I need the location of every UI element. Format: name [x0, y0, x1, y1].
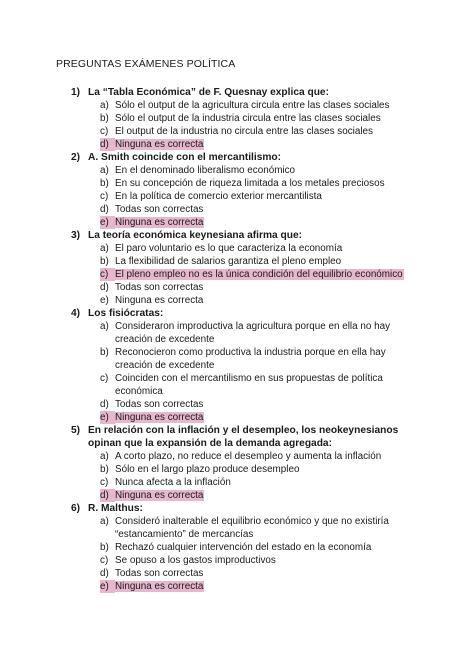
answer-option-highlighted: [0, 138, 474, 151]
option-text: Ninguna es correcta: [115, 295, 204, 306]
question-text: En relación con la inflación y el desempleo, los neokeynesianos opinan que la expansión de la demanda agregada:: [88, 425, 399, 449]
option-text-wrap: [115, 190, 420, 203]
question-number: 4): [71, 308, 81, 319]
option-text-wrap: [115, 372, 420, 398]
option-text-wrap: [115, 294, 420, 307]
option-text: Ninguna es correcta: [115, 217, 204, 228]
answer-option: [0, 567, 474, 580]
option-text: Consideró inalterable el equilibrio económico y que no existiría “estancamiento” de mercancías: [115, 516, 389, 540]
option-text: El pleno empleo no es la única condición del equilibrio económico: [115, 269, 403, 280]
question-heading: [0, 151, 474, 164]
answer-option-highlighted: [0, 268, 474, 281]
option-letter: c): [100, 373, 109, 384]
option-text-wrap: [115, 268, 420, 281]
option-list: [0, 99, 474, 151]
question-item: [0, 229, 474, 307]
answer-option: [0, 177, 474, 190]
option-letter: d): [100, 138, 115, 151]
answer-option-highlighted: [0, 411, 474, 424]
answer-option: [0, 203, 474, 216]
answer-option: [0, 476, 474, 489]
option-letter: b): [100, 256, 109, 267]
option-letter: c): [100, 126, 109, 137]
answer-option: [0, 450, 474, 463]
question-list: [0, 86, 474, 593]
option-text: Todas son correctas: [115, 282, 204, 293]
answer-option: [0, 463, 474, 476]
question-number: 3): [71, 230, 81, 241]
answer-option-highlighted: [0, 580, 474, 593]
option-text: Ninguna es correcta: [115, 490, 204, 501]
question-heading: [0, 86, 474, 99]
answer-option: [0, 294, 474, 307]
option-letter: e): [100, 295, 109, 306]
option-text-wrap: [115, 476, 420, 489]
question-number: 6): [71, 503, 81, 514]
question-item: [0, 307, 474, 424]
option-text-wrap: [115, 112, 420, 125]
option-letter: b): [100, 347, 109, 358]
option-text-wrap: [115, 203, 420, 216]
question-item: [0, 502, 474, 593]
option-letter: b): [100, 542, 109, 553]
option-letter: d): [100, 204, 109, 215]
option-letter: c): [100, 555, 109, 566]
option-text-wrap: [115, 554, 420, 567]
option-letter: b): [100, 113, 109, 124]
option-text: Todas son correctas: [115, 204, 204, 215]
answer-option: [0, 281, 474, 294]
option-text-wrap: [115, 541, 420, 554]
option-text-wrap: [115, 216, 420, 229]
option-text-wrap: [115, 411, 420, 424]
question-number: 2): [71, 152, 81, 163]
option-letter: d): [100, 489, 115, 502]
answer-option: [0, 242, 474, 255]
option-list: [0, 320, 474, 424]
option-letter: e): [100, 411, 115, 424]
answer-option-highlighted: [0, 216, 474, 229]
option-text: Sólo el output de la industria circula entre las clases sociales: [115, 113, 381, 124]
answer-option: [0, 320, 474, 346]
option-letter: a): [100, 100, 109, 111]
option-text: El output de la industria no circula entre las clases sociales: [115, 126, 373, 137]
option-text: En el denominado liberalismo económico: [115, 165, 296, 176]
question-heading: [0, 307, 474, 320]
option-letter: c): [100, 191, 109, 202]
page-title: PREGUNTAS EXÁMENES POLÍTICA: [56, 58, 236, 70]
answer-option-highlighted: [0, 489, 474, 502]
option-text-wrap: [115, 320, 420, 346]
question-item: [0, 86, 474, 151]
option-letter: c): [100, 268, 115, 281]
option-letter: a): [100, 516, 109, 527]
option-text-wrap: [115, 489, 420, 502]
option-text: Reconocieron como productiva la industria porque en ella hay creación de excedente: [115, 347, 386, 371]
answer-option: [0, 190, 474, 203]
option-text: Nunca afecta a la inflación: [115, 477, 231, 488]
option-text: Coinciden con el mercantilismo en sus propuestas de política económica: [115, 373, 383, 397]
answer-option: [0, 372, 474, 398]
option-text-wrap: [115, 255, 420, 268]
answer-option: [0, 554, 474, 567]
answer-option: [0, 346, 474, 372]
option-letter: a): [100, 451, 109, 462]
option-text-wrap: [115, 580, 420, 593]
option-text: Todas son correctas: [115, 399, 204, 410]
option-letter: a): [100, 243, 109, 254]
option-text-wrap: [115, 515, 420, 541]
option-text: Ninguna es correcta: [115, 581, 204, 592]
option-letter: a): [100, 165, 109, 176]
question-text: La “Tabla Económica” de F. Quesnay explica que:: [88, 87, 329, 98]
option-text: A corto plazo, no reduce el desempleo y aumenta la inflación: [115, 451, 382, 462]
option-letter: b): [100, 464, 109, 475]
question-heading: [0, 424, 474, 450]
option-letter: d): [100, 568, 109, 579]
option-letter: b): [100, 178, 109, 189]
option-text-wrap: [115, 177, 420, 190]
option-text: En la política de comercio exterior mercantilista: [115, 191, 322, 202]
question-heading: [0, 229, 474, 242]
answer-option: [0, 398, 474, 411]
answer-option: [0, 164, 474, 177]
option-letter: d): [100, 399, 109, 410]
option-text-wrap: [115, 567, 420, 580]
option-list: [0, 242, 474, 307]
option-text-wrap: [115, 463, 420, 476]
option-text: Ninguna es correcta: [115, 139, 204, 150]
question-item: [0, 151, 474, 229]
option-text: El paro voluntario es lo que caracteriza la economía: [115, 243, 343, 254]
answer-option: [0, 541, 474, 554]
option-text: Todas son correctas: [115, 568, 204, 579]
option-text-wrap: [115, 164, 420, 177]
option-text-wrap: [115, 281, 420, 294]
answer-option: [0, 255, 474, 268]
option-text: Ninguna es correcta: [115, 412, 204, 423]
option-list: [0, 515, 474, 593]
question-number: 5): [71, 425, 81, 436]
option-text: Rechazó cualquier intervención del estado en la economía: [115, 542, 372, 553]
question-text: Los fisiócratas:: [88, 308, 164, 319]
option-text-wrap: [115, 346, 420, 372]
question-number: 1): [71, 87, 81, 98]
option-text-wrap: [115, 99, 420, 112]
option-text: La flexibilidad de salarios garantiza el pleno empleo: [115, 256, 342, 267]
option-text-wrap: [115, 450, 420, 463]
question-heading: [0, 502, 474, 515]
option-text: Sólo el output de la agricultura circula entre las clases sociales: [115, 100, 390, 111]
answer-option: [0, 125, 474, 138]
option-text-wrap: [115, 242, 420, 255]
question-text: A. Smith coincide con el mercantilismo:: [88, 152, 282, 163]
option-text-wrap: [115, 138, 420, 151]
option-text: Se opuso a los gastos improductivos: [115, 555, 276, 566]
option-letter: d): [100, 282, 109, 293]
answer-option: [0, 112, 474, 125]
option-text: Consideraron improductiva la agricultura porque en ella no hay creación de excedente: [115, 321, 391, 345]
answer-option: [0, 99, 474, 112]
option-letter: e): [100, 216, 115, 229]
answer-option: [0, 515, 474, 541]
option-letter: a): [100, 321, 109, 332]
option-text: En su concepción de riqueza limitada a los metales preciosos: [115, 178, 385, 189]
question-text: La teoría económica keynesiana afirma que:: [88, 230, 303, 241]
option-list: [0, 450, 474, 502]
option-letter: c): [100, 477, 109, 488]
option-letter: e): [100, 580, 115, 593]
option-text-wrap: [115, 398, 420, 411]
question-item: [0, 424, 474, 502]
option-text-wrap: [115, 125, 420, 138]
question-text: R. Malthus:: [88, 503, 143, 514]
option-text: Sólo en el largo plazo produce desempleo: [115, 464, 300, 475]
option-list: [0, 164, 474, 229]
